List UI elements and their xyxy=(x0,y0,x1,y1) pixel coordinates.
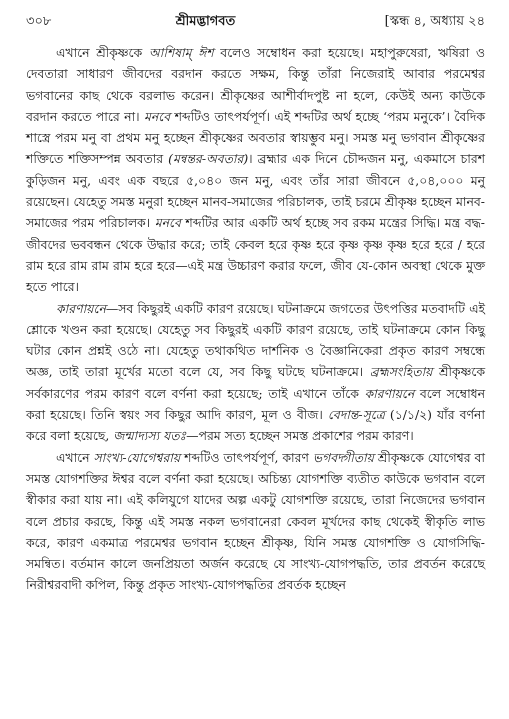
italic-term: কারণায়নে xyxy=(56,300,106,316)
italic-term: বেদান্ত-সূত্রে xyxy=(327,407,385,423)
paragraph xyxy=(26,447,485,596)
text-run: এখানে xyxy=(56,449,94,465)
page-number: ৩০৮ xyxy=(26,14,52,29)
paragraph xyxy=(26,298,485,447)
text-run: শব্দটির আর একটি অর্থ হচ্ছে সব রকম মন্ত্রের সিদ্ধি। মন্ত্র বদ্ধ-জীবদের ভববন্ধন থেকে উদ্ধার করে; তাই কেবল হরে কৃষ্ণ হরে কৃষ্ণ কৃষ্ণ কৃষ্ণ হরে হরে / হরে রাম হরে রাম রাম রাম হরে হরে—এই মন্ত্র উচ্চারণ করার ফলে, জীব যে-কোন অবস্থা থেকে মুক্ত হতে পারে। xyxy=(26,215,485,295)
page-header xyxy=(26,12,485,32)
text-run: —সব কিছুরই একটি কারণ রয়েছে। ঘটনাক্রমে জগতের উৎপত্তির মতবাদটি এই শ্লোকে খণ্ডন করা হয়েছে। যেহেতু সব কিছুরই একটি কারণ রয়েছে, তাই ঘটনাক্রমে কোন কিছু ঘটার কোন প্রশ্নই ওঠে না। যেহেতু তথাকথিত দার্শনিক ও বৈজ্ঞানিকেরা প্রকৃত কারণ সম্বন্ধে অজ্ঞ, তাই তারা মূর্খের মতো বলে যে, সব কিছু ঘটছে ঘটনাক্রমে। xyxy=(26,300,485,380)
running-title: শ্রীমদ্ভাগবত xyxy=(175,14,236,29)
purport-text xyxy=(26,42,485,596)
text-run: শব্দটিও তাৎপর্যপূর্ণ, কারণ xyxy=(180,449,313,465)
paragraph xyxy=(26,42,485,298)
italic-term: জন্মাদ্যস্য যতঃ xyxy=(113,428,187,444)
italic-term: মনবে xyxy=(154,215,181,231)
italic-term: আশিষাম্ ঈশ xyxy=(148,45,214,60)
text-run: শব্দটিও তাৎপর্যপূর্ণ। এই শব্দটির অর্থ হচ্ছে ‘পরম মনুকে’। বৈদিক শাস্ত্রে পরম মনু বা প্রথম মনু হচ্ছেন শ্রীকৃষ্ণের অবতার স্বায়ম্ভুব মনু। সমস্ত মনু ভগবান শ্রীকৃষ্ণের শক্তিতে শক্তিসম্পন্ন অবতার xyxy=(26,108,485,167)
text-run: শ্রীকৃষ্ণকে যোগেশ্বর বা সমস্ত যোগশক্তির ঈশ্বর বলে বর্ণনা করা হয়েছে। অচিন্ত্য যোগশক্তি ব্যতীত কাউকে ভগবান বলে স্বীকার করা যায় না। এই কলিযুগে যাদের অল্প একটু যোগশক্তি রয়েছে, তারা নিজেদের ভগবান বলে প্রচার করছে, কিন্তু এই সমস্ত নকল ভগবানেরা কেবল মূর্খদের কাছ থেকেই স্বীকৃতি লাভ করে, কারণ একমাত্র পরমেশ্বর ভগবান হচ্ছেন শ্রীকৃষ্ণ, যিনি সমস্ত যোগশক্তি ও যোগসিদ্ধি-সমন্বিত। বর্তমান কালে জনপ্রিয়তা অর্জন করেছে যে সাংখ্য-যোগপদ্ধতি, তার প্রবর্তন করেছে নিরীশ্বরবাদী কপিল, কিন্তু প্রকৃত সাংখ্য-যোগপদ্ধতির প্রবর্তক হচ্ছেন xyxy=(26,449,485,593)
text-run: বলে সম্বোধন করা হয়েছে। তিনি স্বয়ং সব কিছুর আদি কারণ, মূল ও বীজ। xyxy=(26,385,486,423)
text-run: (১/১/২) যাঁর বর্ণনা করে বলা হয়েছে, xyxy=(26,407,485,444)
text-run: বলেও সম্বোধন করা হয়েছে। মহাপুরুষেরা, ঋষিরা ও দেবতারা সাধারণ জীবদের বরদান করতে সক্ষম, কিন্তু তাঁরা নিজেরাই আবার পরমেশ্বর ভগবানের কাছ থেকে বরলাভ করেন। শ্রীকৃষ্ণের আশীর্বাদপুষ্ট না হলে, কেউই অন্য কাউকে বরদান করতে পারে না। xyxy=(26,45,486,124)
italic-term: (মন্বন্তর-অবতার) xyxy=(168,151,249,167)
italic-term: সাংখ্য-যোগেশ্বরায় xyxy=(93,449,181,465)
text-run: । ব্রহ্মার এক দিনে চৌদ্দজন মনু, একমাসে চারশ কুড়িজন মনু, এবং এক বছরে ৫,০৪০ জন মনু, এবং তাঁর সারা জীবনে ৫,০৪,০০০ মনু রয়েছেন। যেহেতু সমস্ত মনুরা হচ্ছেন মানব-সমাজের পরিচালক, তাই চরমে শ্রীকৃষ্ণ হচ্ছেন মানব-সমাজের পরম পরিচালক। xyxy=(26,151,485,231)
italic-term: কারণায়নে xyxy=(364,385,415,401)
text-run: এখানে শ্রীকৃষ্ণকে xyxy=(56,45,149,60)
text-run: —পরম সত্য হচ্ছেন সমস্ত প্রকাশের পরম কারণ। xyxy=(186,428,414,444)
canto-chapter: [স্কন্ধ ৪, অধ্যায় ২৪ xyxy=(384,14,485,29)
italic-term: ব্রহ্মসংহিতায় xyxy=(369,364,433,380)
italic-term: ভগবদ্গীতায় xyxy=(312,449,374,465)
italic-term: মনবে xyxy=(144,108,171,124)
text-run: শ্রীকৃষ্ণকে সর্বকারণের পরম কারণ বলে বর্ণনা করা হয়েছে; তাই এখানে তাঁকে xyxy=(26,364,485,401)
